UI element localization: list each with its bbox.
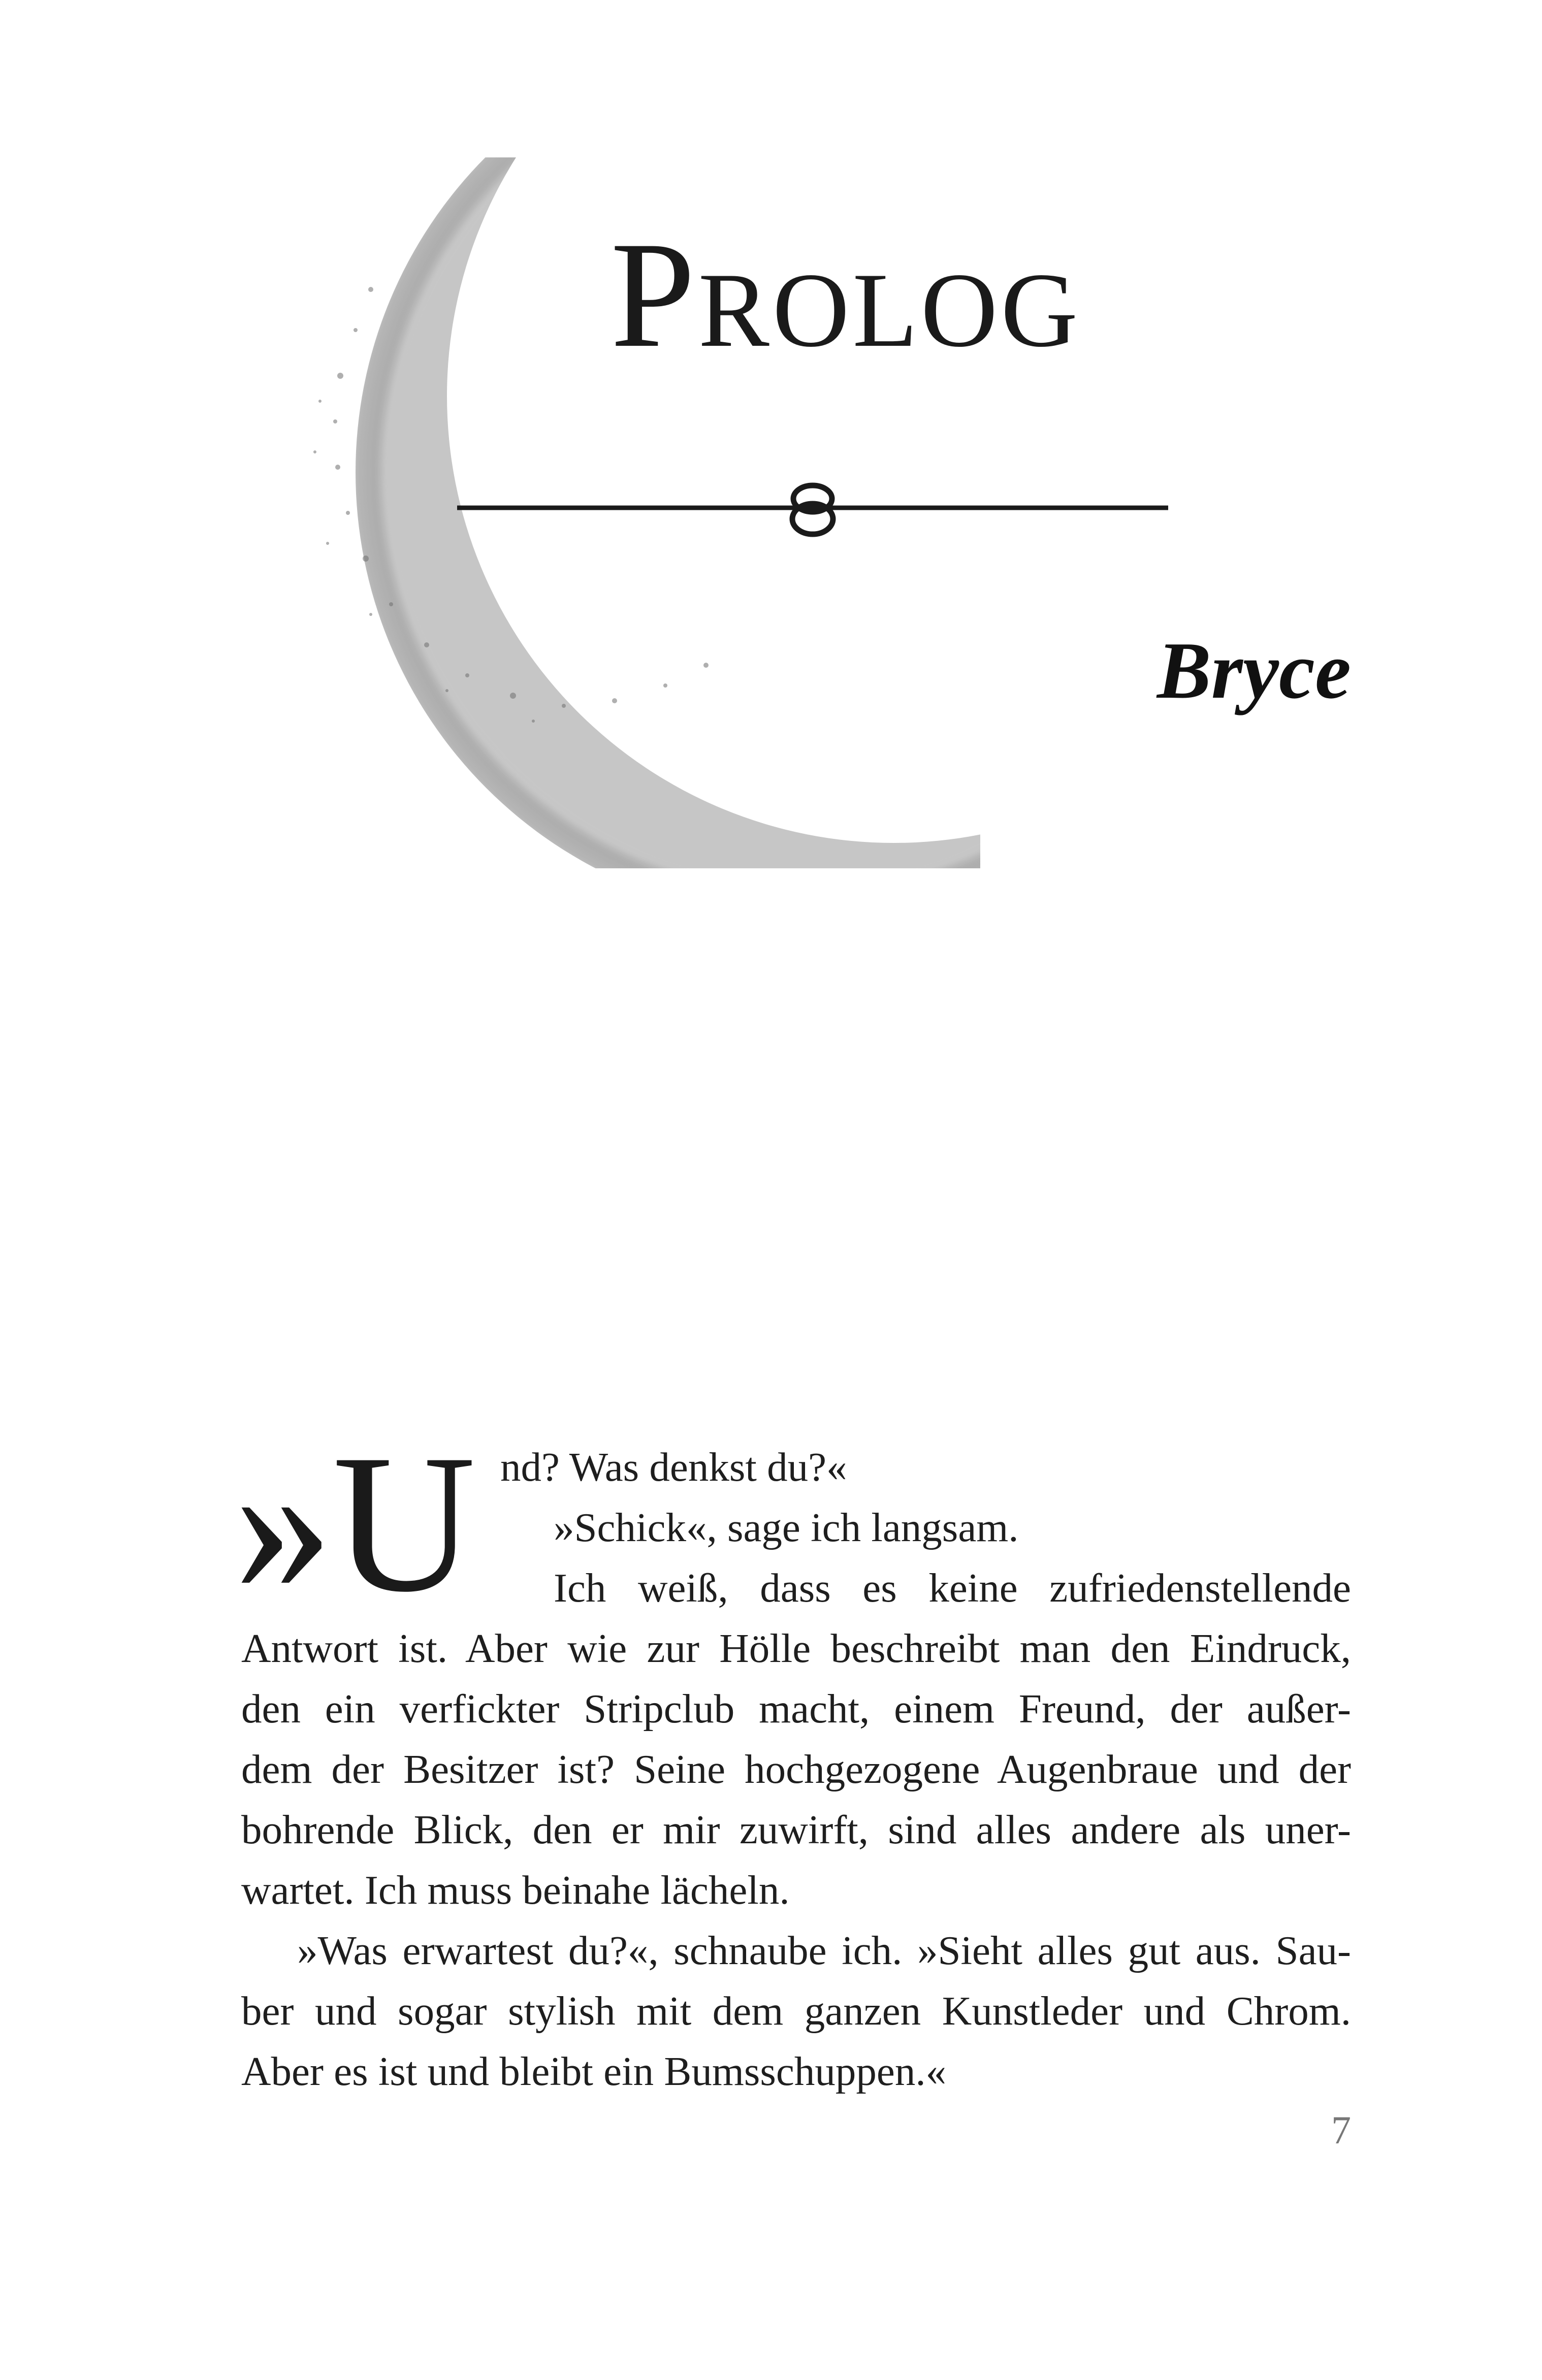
text-line: »Schick«, sage ich langsam. (554, 1505, 1019, 1550)
text-line: wartet. Ich muss beinahe lächeln. (241, 1867, 790, 1913)
page-number: 7 (1331, 2108, 1351, 2152)
interlocked-rings-icon (792, 485, 833, 534)
body-text (241, 1437, 1351, 2102)
text-line: Aber es ist und bleibt ein Bumsschuppen.« (241, 2048, 947, 2094)
pov-character-name: Bryce (1156, 625, 1351, 715)
text-line: Antwort ist. Aber wie zur Hölle beschreibt man den Eindruck, (241, 1625, 1351, 1671)
text-line: bohrende Blick, den er mir zuwirft, sind alles andere als uner- (241, 1807, 1351, 1852)
drop-cap: »U (234, 1414, 476, 1633)
text-line: nd? Was denkst du?« (500, 1444, 847, 1490)
text-line: ber und sogar stylish mit dem ganzen Kunstleder und Chrom. (241, 1988, 1351, 2034)
text-line: dem der Besitzer ist? Seine hochgezogene Augenbraue und der (241, 1746, 1351, 1792)
text-line: »Was erwartest du?«, schnaube ich. »Sieht alles gut aus. Sau- (297, 1928, 1351, 1973)
title-divider-ornament (457, 472, 1168, 553)
chapter-title: Prolog (610, 210, 1081, 379)
text-line: den ein verfickter Stripclub macht, einem Freund, der außer- (241, 1686, 1351, 1732)
text-line: Ich weiß, dass es keine zufriedenstellende (554, 1565, 1351, 1611)
